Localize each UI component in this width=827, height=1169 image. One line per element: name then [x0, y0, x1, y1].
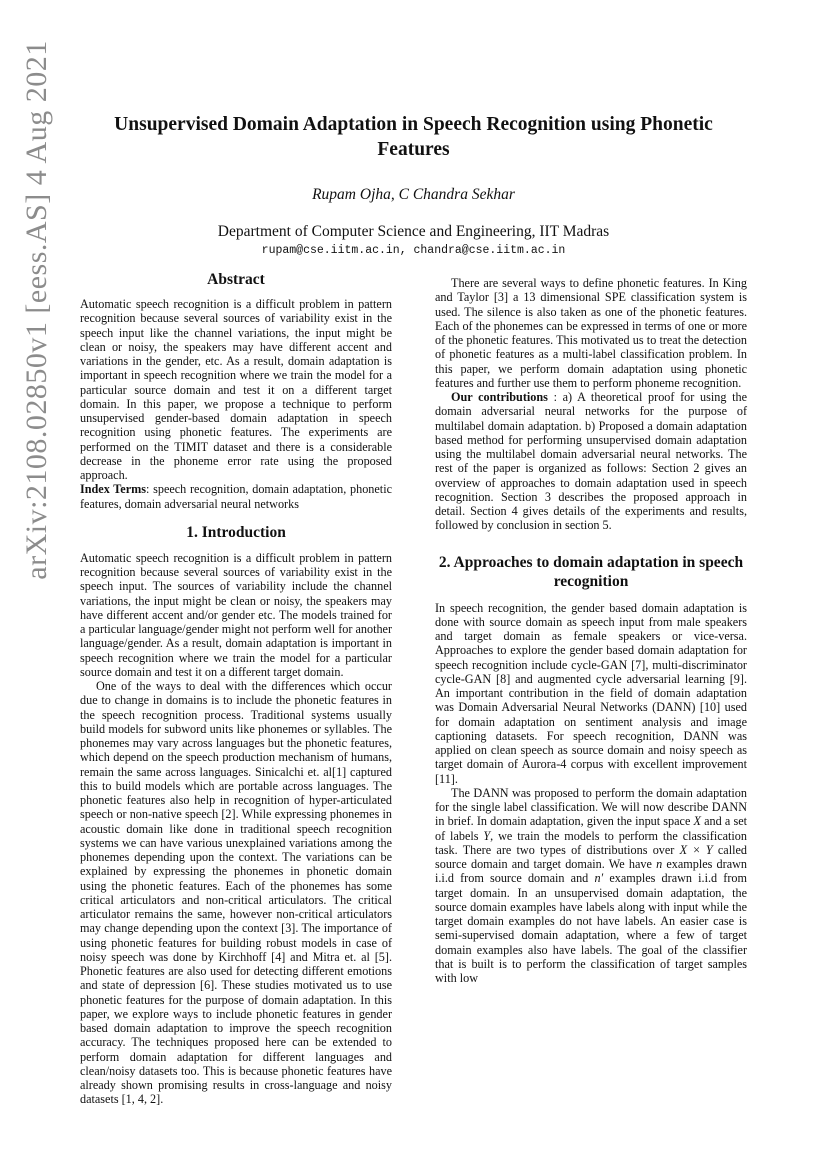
contributions-text: : a) A theoretical proof for using the domain adversarial neural networks for the purpose of multilabel domain adaptation. b) Proposed a domain adaptation based method for performing unsupervised domain adaptation using the multilabel domain adversarial neural networks. The rest of the paper is organized as follows: Section 2 gives an overview of approaches to domain adaptation used in speech recognition. Section 3 describes the proposed approach in detail. Section 4 gives details of the experiments and results, followed by conclusion in section 5.: [435, 390, 747, 533]
contributions-paragraph: [435, 390, 747, 533]
introduction-paragraph-2: One of the ways to deal with the differences which occur due to change in domains is to include the phonetic features in the speech recognition process. Traditional systems usually build models for subword units like phonemes or syllables. The phonemes may vary across languages but the phonetic features, which depend on the speech production mechanism of humans, remain the same across languages. Sinicalchi et. al[1] captured this to build models which are portable across languages. The phonetic features also help in recognition of hyper-articulated speech or non-native speech [2]. While expressing phonemes in acoustic domain like done in traditional speech recognition systems we can have various unexplained variations among the phonemes depending upon the context. The variations can be explained by expressing the phonemes in phonetic domain using the phonetic features. Each of the phonemes has some critical articulators and non-critical articulators. The critical articulator remains the same, however non-critical articulators may change depending upon the context [3]. The importance of using phonetic features for building robust models in case of noisy speech was done by Kirchhoff [4] and Mitra et. al [5]. Phonetic features are also used for detecting different emotions and state of depression [6]. These studies motivated us to use phonetic features for the purpose of domain adaptation. In this paper, we explore ways to include phonetic features in gender based domain adaptation to improve the speech recognition accuracy. The techniques proposed here can be extended to perform domain adaptation for different languages and clean/noisy datasets too. This is because phonetic features have already shown promising results in cross-language and noisy datasets [1, 4, 2].: [80, 679, 392, 1107]
abstract-heading: Abstract: [207, 271, 265, 288]
paper-header: [80, 112, 747, 258]
index-terms-label: Index Terms: [80, 482, 147, 497]
author-list: Rupam Ojha, C Chandra Sekhar: [312, 186, 515, 203]
left-column: [80, 270, 392, 1107]
introduction-heading: 1. Introduction: [186, 523, 286, 541]
approaches-text: called source domain and target domain. We have: [435, 842, 747, 871]
arxiv-identifier: arXiv:2108.02850v1 [eess.AS] 4 Aug 2021: [20, 40, 53, 580]
abstract-text: Automatic speech recognition is a difficult problem in pattern recognition because several sources of variability exist in the speech input like the channel variations, the input might be clean or noisy, the speakers may have different accent and variations in the gender, etc. As a result, domain adaptation is important in speech recognition where we train the model for a particular source domain and test it on a different target domain. In this paper, we propose a technique to perform unsupervised gender-based domain adaptation in speech recognition using phonetic features. The experiments are performed on the TIMIT dataset and there is a considerable decrease in the phoneme error rate using the proposed approach.: [80, 297, 392, 482]
paper-title: Unsupervised Domain Adaptation in Speech Recognition using Phonetic Features: [114, 114, 713, 160]
math-variable: n: [656, 857, 663, 871]
index-terms-text: : speech recognition, domain adaptation, phonetic features, domain adversarial neural networks: [80, 482, 392, 511]
introduction-paragraph-1: Automatic speech recognition is a difficult problem in pattern recognition because several sources of variability exist in the speech input. The sources of variability include the channel variations, the input might be clean or noisy, the speakers may have different accent and/or gender etc. The models trained for a particular language/gender might not perform well for another language/gender. As a result, domain adaptation is important in speech recognition where we train the model for a particular source domain and test it on a different target domain.: [80, 550, 393, 679]
math-variable: X: [693, 814, 701, 829]
math-variable: X × Y: [679, 842, 713, 857]
approaches-text: The DANN was proposed to perform the domain adaptation for the single label classification. We will now describe DANN in brief. In domain adaptation, given the input space: [435, 785, 747, 829]
contributions-label: Our contributions: [451, 390, 548, 404]
approaches-text: examples drawn i.i.d from source domain and: [435, 857, 747, 886]
approaches-heading: 2. Approaches to domain adaptation in speech recognition: [438, 553, 744, 590]
math-variable: n′: [594, 871, 604, 886]
index-terms: [80, 482, 392, 511]
right-column: [435, 276, 747, 985]
approaches-text: and a set of labels: [435, 814, 747, 843]
author-emails: rupam@cse.iitm.ac.in, chandra@cse.iitm.ac.in: [261, 244, 566, 257]
approaches-text: examples drawn i.i.d from target domain. In an unsupervised domain adaptation, the source domain examples have labels along with input while the target domain examples do not have labels. An easier case is semi-supervised domain adaptation, where a few of target domain examples also have labels. The goal of the classifier that is built is to perform the classification of target samples with low: [435, 871, 747, 985]
introduction-paragraph-3: There are several ways to define phonetic features. In King and Taylor [3] a 13 dimensional SPE classification system is used. The silence is also taken as one of the phonetic features. Each of the phonemes can be expressed in terms of one or more of the phonetic features. This motivated us to treat the detection of phonetic features as a multi-label classification problem. In this paper, we perform domain adaptation using phonetic features and further use them to perform phoneme recognition.: [435, 276, 747, 390]
math-variable: Y: [483, 828, 491, 843]
approaches-paragraph-2: [435, 786, 747, 986]
approaches-text: , we train the models to perform the classification task. There are two types of distributions over: [435, 828, 747, 857]
approaches-paragraph-1: In speech recognition, the gender based domain adaptation is done with source domain as speech input from male speakers and target domain as female speakers or vice-versa. Approaches to explore the gender based domain adaptation for speech recognition include cycle-GAN [7], multi-discriminator cycle-GAN [8] and augmented cycle adversarial learning [9]. An important contribution in the field of domain adaptation was Domain Adversarial Neural Networks (DANN) [10] used for domain adaptation on sentiment analysis and image captioning datasets. For speech recognition, DANN was applied on clean speech as source domain and noisy speech as target domain of Aurora-4 corpus with excellent improvement [11].: [435, 600, 747, 786]
affiliation: Department of Computer Science and Engineering, IIT Madras: [217, 223, 610, 240]
